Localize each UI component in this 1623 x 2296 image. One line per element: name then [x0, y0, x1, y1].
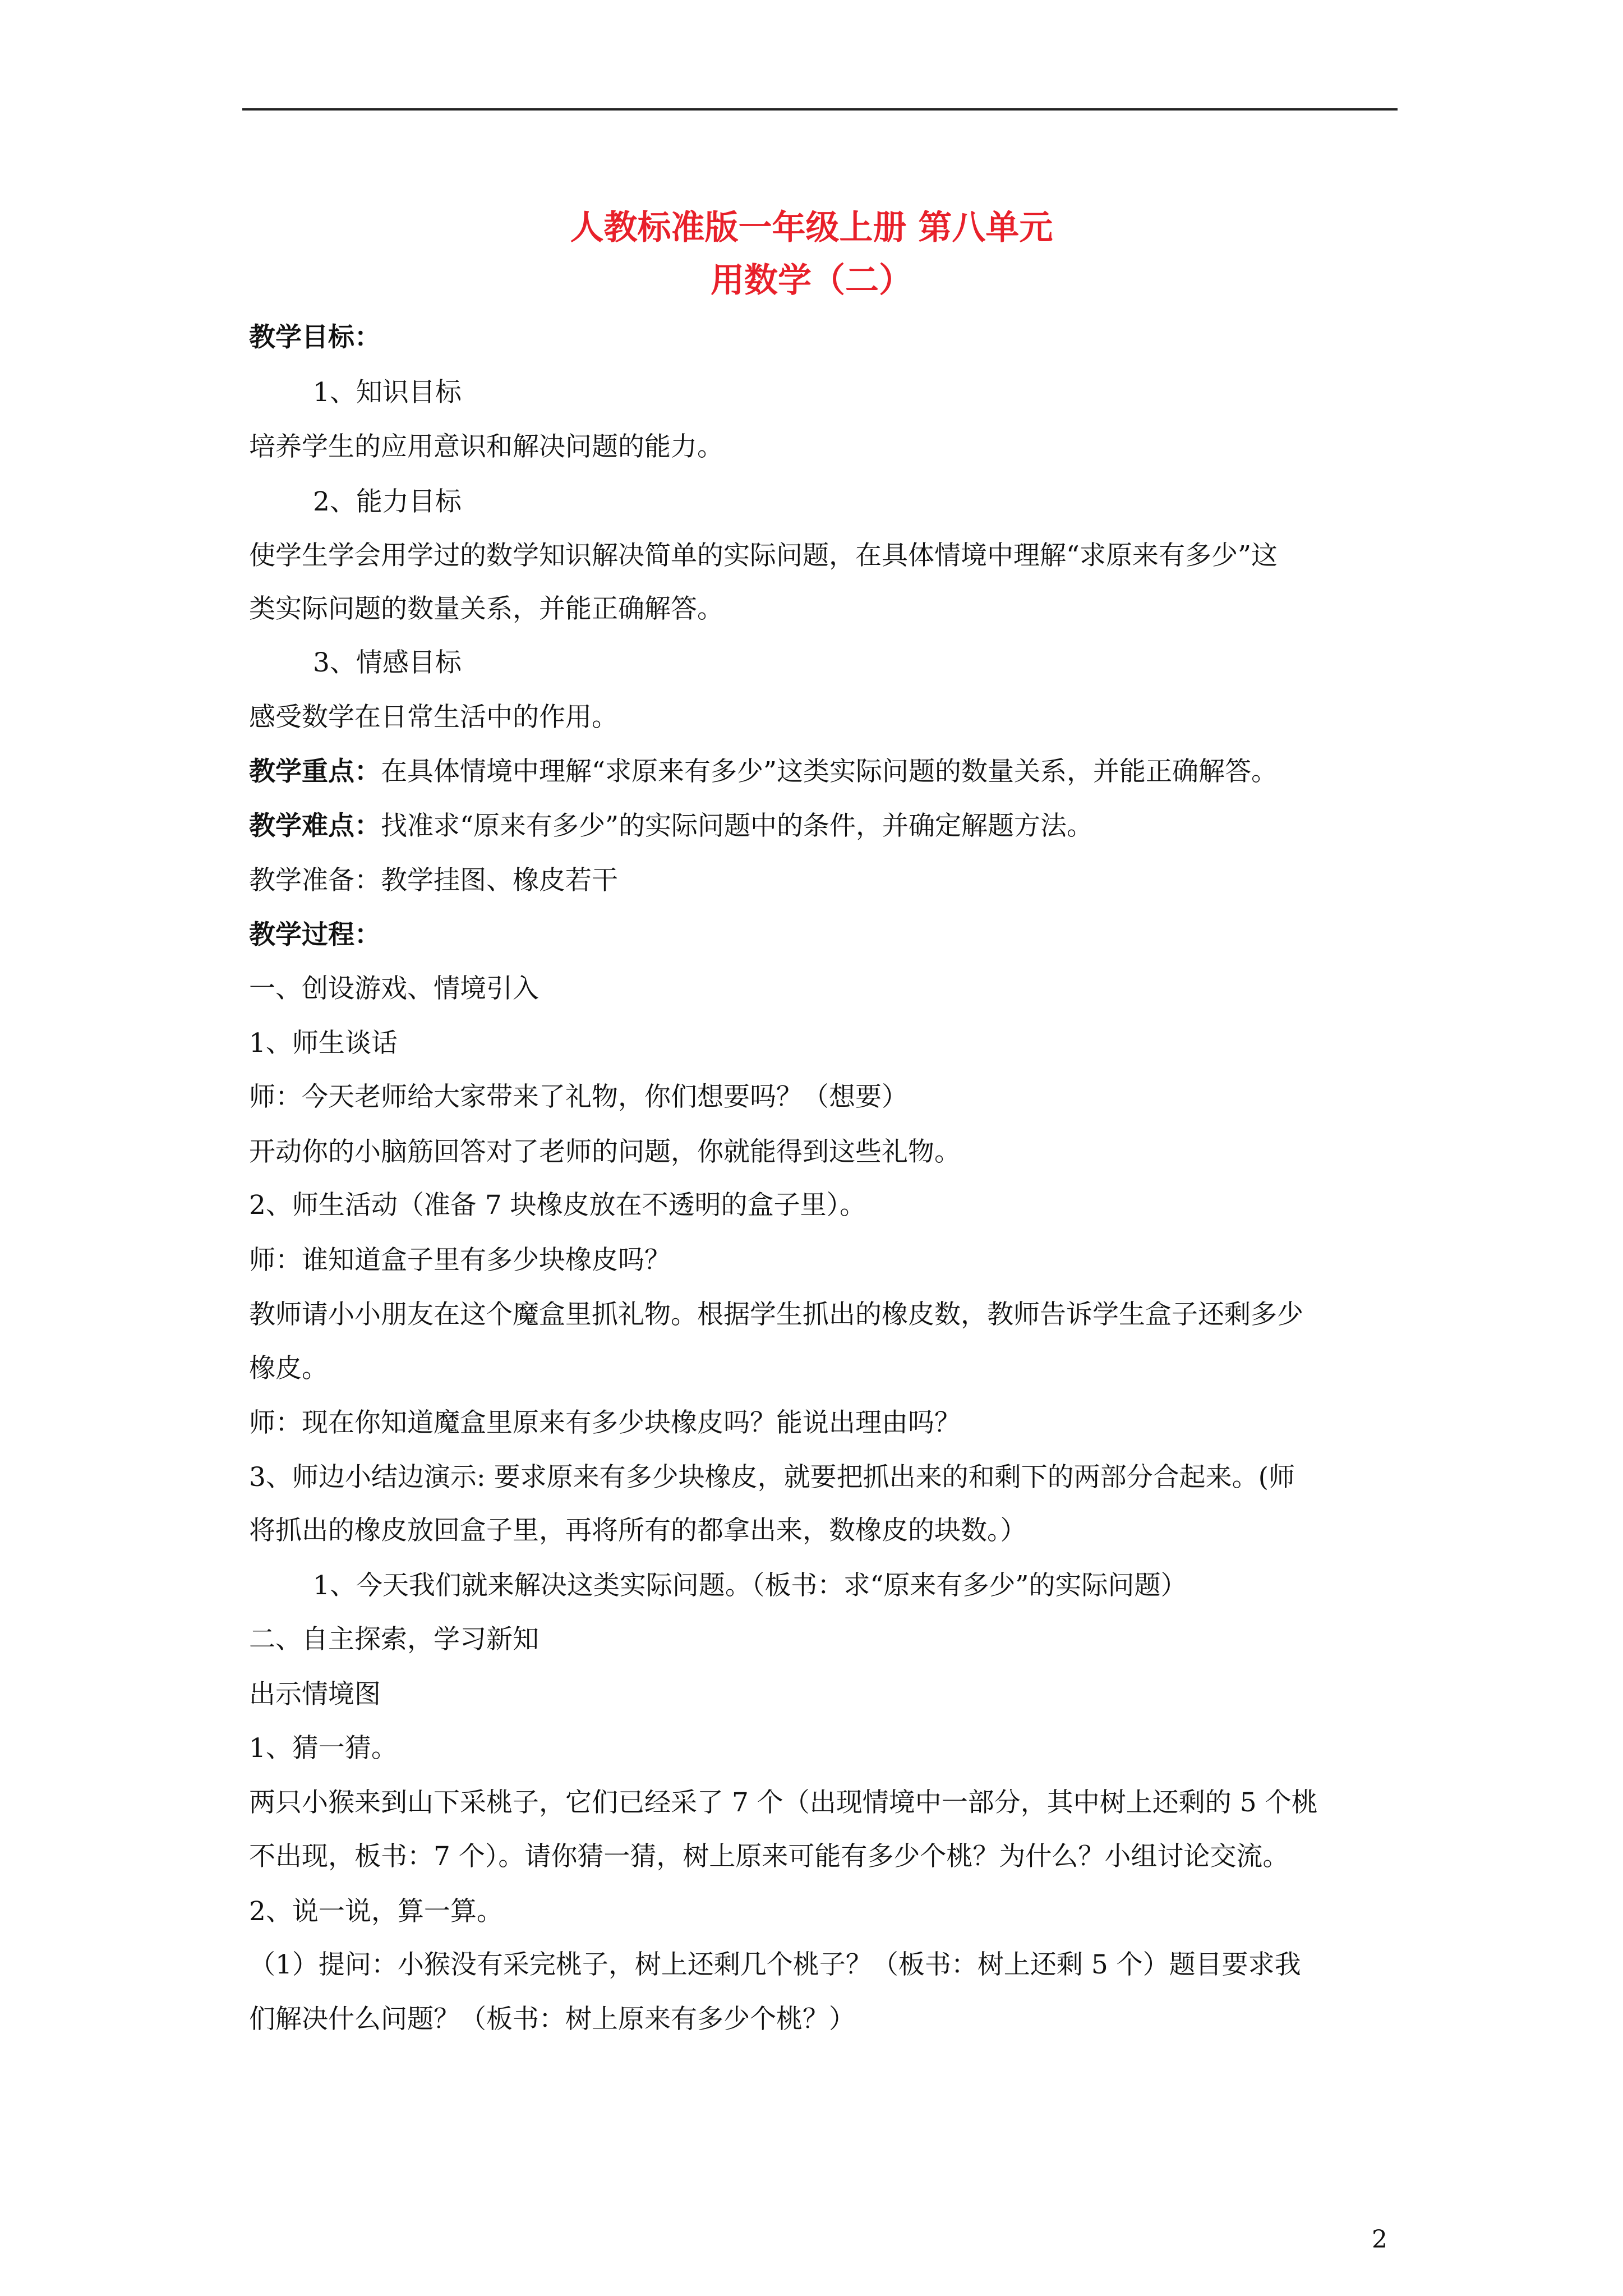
text-line [249, 1135, 961, 1169]
line-label: 教学难点： [249, 811, 381, 841]
line-text: 3、情感目标 [313, 647, 462, 678]
line-text: （1）提问：小猴没有采完桃子，树上还剩几个桃子？（板书：树上还剩 5 个）题目要求我 [249, 1949, 1301, 1980]
text-line [249, 1786, 1318, 1820]
line-text: 培养学生的应用意识和解决问题的能力。 [249, 431, 723, 462]
line-text: 教师请小小朋友在这个魔盒里抓礼物。根据学生抓出的橡皮数，教师告诉学生盒子还剩多少 [249, 1299, 1303, 1330]
line-text: 出示情境图 [249, 1679, 381, 1710]
text-line [249, 864, 618, 898]
line-text: 1、师生谈话 [249, 1028, 398, 1059]
line-text: 师：今天老师给大家带来了礼物，你们想要吗？（想要） [249, 1082, 908, 1112]
text-line [249, 1732, 398, 1765]
header-rule [242, 108, 1398, 111]
text-line [249, 539, 1278, 573]
text-line [249, 1840, 1289, 1874]
text-line [249, 430, 723, 464]
text-line [249, 972, 539, 1006]
text-line [249, 1623, 539, 1657]
text-line [249, 1244, 671, 1277]
page-number: 2 [1372, 2225, 1387, 2254]
line-text: 类实际问题的数量关系，并能正确解答。 [249, 593, 723, 624]
line-text: 一、创设游戏、情境引入 [249, 973, 539, 1004]
line-text: 橡皮。 [249, 1353, 328, 1384]
line-text: 使学生学会用学过的数学知识解决简单的实际问题，在具体情境中理解“求原来有多少”这 [249, 540, 1278, 571]
line-text: 1、知识目标 [313, 377, 462, 408]
line-text: 教学准备：教学挂图、橡皮若干 [249, 865, 618, 896]
text-line [249, 1352, 328, 1386]
text-line [249, 2003, 855, 2036]
line-text: 1、今天我们就来解决这类实际问题。（板书：求“原来有多少”的实际问题） [313, 1570, 1187, 1601]
text-line [249, 1948, 1301, 1982]
text-line [313, 646, 462, 680]
text-line [249, 1027, 398, 1060]
line-label: 教学重点： [249, 756, 381, 787]
text-line [249, 321, 381, 355]
line-text: 感受数学在日常生活中的作用。 [249, 702, 618, 733]
line-text: 1、猜一猜。 [249, 1733, 398, 1764]
line-text: 开动你的小脑筋回答对了老师的问题，你就能得到这些礼物。 [249, 1137, 961, 1167]
line-text: 两只小猴来到山下采桃子，它们已经采了 7 个（出现情境中一部分，其中树上还剩的 5 个桃 [249, 1787, 1318, 1818]
line-text: 找准求“原来有多少”的实际问题中的条件，并确定解题方法。 [381, 811, 1094, 841]
text-line [249, 755, 1278, 789]
text-line [249, 1298, 1303, 1332]
document-subtitle: 用数学（二） [711, 261, 912, 300]
line-text: 2、师生活动（准备 7 块橡皮放在不透明的盒子里）。 [249, 1190, 866, 1221]
text-line [313, 1569, 1187, 1603]
text-line [249, 1406, 961, 1440]
text-line [249, 1461, 1295, 1494]
text-line [249, 809, 1093, 843]
text-line [249, 592, 723, 626]
line-text: 师：谁知道盒子里有多少块橡皮吗？ [249, 1245, 671, 1276]
text-line [249, 701, 618, 734]
line-text: 3、师边小结边演示: 要求原来有多少块橡皮，就要把抓出来的和剩下的两部分合起来。(师 [249, 1462, 1295, 1493]
document-title: 人教标准版一年级上册 第八单元 [570, 208, 1053, 247]
line-text: 将抓出的橡皮放回盒子里，再将所有的都拿出来，数橡皮的块数。） [249, 1515, 1027, 1546]
text-line [313, 376, 462, 409]
line-text: 在具体情境中理解“求原来有多少”这类实际问题的数量关系，并能正确解答。 [381, 756, 1278, 787]
line-text: 们解决什么问题？（板书：树上原来有多少个桃？） [249, 2004, 855, 2035]
line-text: 2、能力目标 [313, 486, 462, 517]
line-text: 2、说一说，算一算。 [249, 1896, 503, 1927]
line-text: 师：现在你知道魔盒里原来有多少块橡皮吗？能说出理由吗？ [249, 1407, 961, 1438]
text-line [249, 1080, 908, 1114]
text-line [249, 918, 381, 952]
text-line [249, 1514, 1027, 1548]
line-text: 二、自主探索，学习新知 [249, 1624, 539, 1655]
line-text: 教学目标： [249, 322, 381, 353]
text-line [313, 485, 462, 519]
text-line [249, 1189, 866, 1222]
line-text: 不出现，板书：7 个）。请你猜一猜，树上原来可能有多少个桃？为什么？小组讨论交流。 [249, 1841, 1289, 1872]
text-line [249, 1678, 381, 1711]
text-line [249, 1895, 503, 1929]
line-text: 教学过程： [249, 919, 381, 950]
